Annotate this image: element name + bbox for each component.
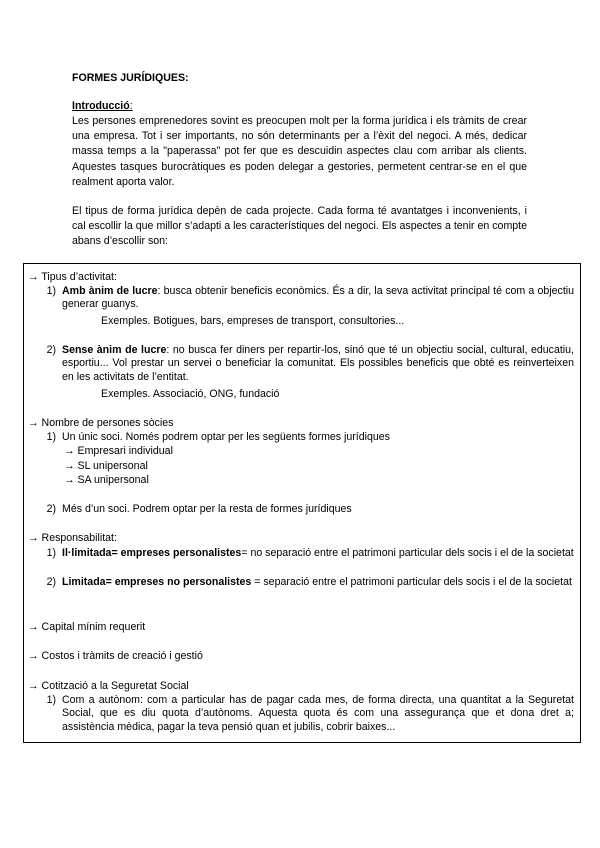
- section-activity-item1-number: 1): [46, 285, 56, 297]
- section-social-security-item1-number: 1): [46, 694, 56, 706]
- section-liability-item2-bold1: Limitada: [62, 576, 106, 588]
- section-liability-item1-bold1: Il·limitada: [62, 547, 112, 559]
- section-activity-item2-text: : no busca fer diners per repartir-los, sinó que té un objectiu social, cultural, educatiu, esportiu... Vol prestar un servei o beneficiar la comunitat. Els possibles beneficis que obté es reinverteixen en les activitats de l’entitat.: [62, 344, 574, 383]
- intro-paragraph-2: El tipus de forma jurídica depèn de cada projecte. Cada forma té avantatges i inconvenients, i cal escollir la que millor s’adapti a les característiques del negoci. Els aspectes a tenir en compte abans d’escollir son:: [72, 205, 527, 248]
- section-activity-item1: [62, 285, 574, 312]
- section-partners-heading: → Nombre de persones sòcies: [28, 417, 174, 429]
- intro-heading-colon: :: [129, 100, 133, 112]
- section-liability-item1-number: 1): [46, 547, 56, 559]
- intro-heading: [72, 100, 133, 112]
- section-liability-item2: [62, 576, 574, 589]
- aspects-box: [23, 263, 581, 743]
- section-liability-item1-bold2: empreses personalistes: [120, 547, 242, 559]
- section-liability-heading: → Responsabilitat:: [28, 532, 117, 544]
- section-activity-item2: [62, 344, 574, 384]
- section-activity-item1-bold: Amb ànim de lucre: [62, 285, 158, 297]
- section-liability-item1-mid: =: [111, 547, 121, 559]
- section-partners-item2: Més d’un soci. Podrem optar per la resta de formes jurídiques: [62, 503, 352, 515]
- section-activity-item2-bold: Sense ànim de lucre: [62, 344, 167, 356]
- section-partners-item1: Un únic soci. Només podrem optar per les següents formes jurídiques: [62, 431, 390, 443]
- section-activity-item1-examples: Exemples. Botigues, bars, empreses de transport, consultories...: [101, 315, 405, 327]
- intro-paragraph-1: Les persones emprenedores sovint es preocupen molt per la forma jurídica i els tràmits de crear una empresa. Tot i ser importants, no són determinants per a l’èxit del negoci. A més, dedicar massa temps a la "paperassa" pot fer que es descuidin aspectes clau com arribar als clients. Aquestes tasques burocràtiques es poden delegar a gestories, permetent centrar-se en el que realment aporta valor.: [72, 115, 527, 188]
- section-capital-heading: → Capital mínim requerit: [28, 621, 146, 633]
- section-activity-heading: → Tipus d’activitat:: [28, 271, 117, 283]
- section-liability-item2-number: 2): [46, 576, 56, 588]
- section-social-security-heading: → Cotització a la Seguretat Social: [28, 680, 189, 692]
- section-activity-item2-number: 2): [46, 344, 56, 356]
- section-partners-item2-number: 2): [46, 503, 56, 515]
- section-liability-item2-bold2: empreses no personalistes: [114, 576, 252, 588]
- section-activity-item2-examples: Exemples. Associació, ONG, fundació: [101, 388, 280, 400]
- section-liability-item2-mid: =: [105, 576, 115, 588]
- section-partners-sub2: → SL unipersonal: [64, 460, 148, 472]
- document-title: FORMES JURÍDIQUES:: [72, 72, 189, 84]
- section-partners-item1-number: 1): [46, 431, 56, 443]
- section-partners-sub3: → SA unipersonal: [64, 474, 149, 486]
- section-costs-heading: → Costos i tràmits de creació i gestió: [28, 650, 203, 662]
- section-social-security-item1: Com a autònom: com a particular has de pagar cada mes, de forma directa, una quantitat a la Seguretat Social, que es diu quota d’autònoms. Aquesta quota és com una assegurança que et dona dret a; assistència mèdica, pagar la teva pensió quan et jubilis, cobrir baixes...: [62, 694, 574, 733]
- section-partners-sub1: → Empresari individual: [64, 445, 173, 457]
- section-liability-item2-text: = separació entre el patrimoni particular dels socis i el de la societat: [251, 576, 572, 588]
- section-liability-item1-text: = no separació entre el patrimoni particular dels socis i el de la societat: [241, 547, 574, 559]
- section-activity-item1-text: : busca obtenir beneficis econòmics. És a dir, la seva activitat principal té com a objectiu generar guanys.: [62, 285, 575, 311]
- intro-heading-text: Introducció: [72, 100, 130, 112]
- section-liability-item1: [62, 547, 574, 560]
